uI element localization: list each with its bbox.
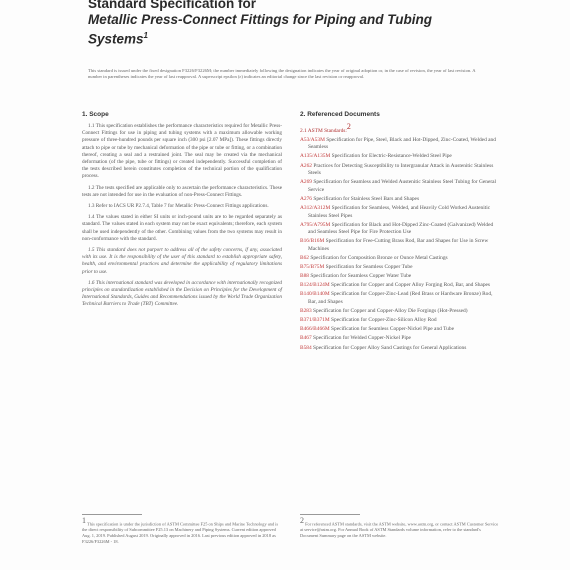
title-line-2: Metallic Press-Connect Fittings for Piping and Tubing: [88, 12, 433, 27]
reference-item[interactable]: [300, 196, 500, 204]
footnote-divider-left: [82, 514, 142, 515]
scope-para-1-4: 1.4 The values stated in either SI units or inch-pound units are to be regarded separately as standard. The values stated in each system may not be exact equivalents; therefore, each system shall be used independently of the other. Combining values from the two systems may result in non-conformance with the standard.: [82, 214, 282, 242]
footnote-2-text: For referenced ASTM standards, visit the ASTM website, www.astm.org, or contact ASTM Customer Service at service@astm.org. For Annual Book of ASTM Standards volume information, refer to the standard's Document Summary page on the ASTM website.: [300, 521, 499, 539]
reference-code-link[interactable]: A276: [300, 195, 312, 202]
footnote-1-text: This specification is under the jurisdiction of ASTM Committee F25 on Ships and Marine Technology and is the direct responsibility of Subcommittee F25.13 on Machinery and Piping Systems. Current edition approved Aug. 1, 2019. Published August 2019. Originally approved in 2016. Last previous edition approved in 2018 as F3226/F3226M - 18.: [82, 521, 279, 545]
issuance-notice: This standard is issued under the fixed designation F3226/F3226M; the number immediately following the designation indicates the year of original adoption or, in the case of revision, the year of last revision. A number in parentheses indicates the year of last reapproval. A superscript epsilon (ε) indicates an editorial change since the last revision or reapproval.: [88, 68, 476, 79]
reference-item[interactable]: [300, 317, 500, 325]
scope-para-1-5: 1.5 This standard does not purport to address all of the safety concerns, if any, associated with its use. It is the responsibility of the user of this standard to establish appropriate safety, health, and environmental practices and determine the applicability of regulatory limitations prior to use.: [82, 247, 282, 275]
reference-code-link[interactable]: A135/A135M: [300, 153, 331, 160]
astm-standards-intro: [300, 123, 500, 135]
reference-title: Specification for Seamless Copper Water Tube: [310, 273, 412, 280]
reference-code-link[interactable]: A269: [300, 179, 312, 186]
reference-title: Specification for Pipe, Steel, Black and Hot-Dipped, Zinc-Coated, Welded and Seamless: [308, 136, 496, 151]
reference-title: Specification for Copper and Copper-Alloy Die Forgings (Hot-Pressed): [313, 308, 468, 315]
reference-title: Specification for Composition Bronze or Ounce Metal Castings: [310, 255, 448, 262]
reference-code-link[interactable]: B16/B16M: [300, 238, 325, 245]
reference-title: Specification for Free-Cutting Brass Rod, Bar and Shapes for Use in Screw Machines: [308, 238, 489, 253]
title-line-3: [88, 28, 508, 48]
reference-code-link[interactable]: B62: [300, 255, 309, 262]
reference-item[interactable]: [300, 282, 500, 290]
footnote-divider-right: [300, 514, 360, 515]
reference-code-link[interactable]: A312/A312M: [300, 205, 331, 212]
document-title: [88, 2, 508, 48]
reference-title: Specification for Stainless Steel Bars and Shapes: [313, 195, 420, 202]
reference-item[interactable]: [300, 326, 500, 334]
reference-item[interactable]: [300, 273, 500, 281]
right-column: [300, 110, 500, 354]
reference-title: Specification for Copper-Zinc-Lead (Red Brass or Hardware Bronze) Rod, Bar, and Shapes: [308, 291, 493, 306]
reference-title: Specification for Copper and Copper Alloy Forging Rod, Bar, and Shapes: [331, 282, 490, 289]
reference-code-link[interactable]: A795/A795M: [300, 221, 331, 228]
reference-code-link[interactable]: B124/B124M: [300, 282, 330, 289]
reference-list: [300, 137, 500, 352]
reference-item[interactable]: [300, 153, 500, 161]
reference-code-link[interactable]: B75/B75M: [300, 264, 325, 271]
scope-para-1-1: 1.1 This specification establishes the performance characteristics required for Metallic Press-Connect Fittings for use in piping and tubing systems with a maximum allowable working pressure of three-hundred pounds per square inch (300 psi [2.07 MPa]). These fittings directly attach to pipe or tube by mechanical deformation of the pipe or tube or fitting, or a combination thereof, creating a seal and a restrained joint. The seal may be created via the mechanical deformation (of the pipe, tube or fittings) or created independently. Successful completion of the tests described herein constitutes completion of the technical portion of the qualification process.: [82, 123, 282, 180]
reference-code-link[interactable]: B140/B140M: [300, 291, 330, 298]
reference-item[interactable]: [300, 163, 500, 178]
reference-item[interactable]: [300, 345, 500, 353]
reference-code-link[interactable]: B584: [300, 344, 312, 351]
reference-title: Specification for Copper Alloy Sand Castings for General Applications: [313, 344, 467, 351]
scope-para-1-3: 1.3 Refer to IACS UR P2.7.4, Table 7 for Metallic Press-Connect Fittings applications.: [88, 203, 269, 210]
title-line-3-text: Systems: [88, 31, 144, 47]
astm-standards-mark: 2: [346, 122, 351, 131]
footnote-1-mark: 1: [82, 516, 86, 525]
title-footnote-mark: 1: [143, 31, 148, 40]
reference-item[interactable]: [300, 137, 500, 152]
reference-item[interactable]: [300, 238, 500, 253]
scope-heading: 1. Scope: [82, 111, 109, 118]
footnote-1: [82, 518, 282, 545]
referenced-documents-heading: 2. Referenced Documents: [300, 111, 380, 118]
reference-title: Specification for Seamless Copper-Nickel Pipe and Tube: [331, 326, 454, 333]
reference-title: Specification for Seamless and Welded Austenitic Stainless Steel Tubing for General Service: [308, 179, 497, 193]
reference-code-link[interactable]: A262: [300, 162, 312, 169]
reference-code-link[interactable]: A53/A53M: [300, 136, 325, 143]
left-column: [82, 110, 282, 313]
reference-title: Specification for Black and Hot-Dipped Zinc-Coated (Galvanized) Welded and Seamless Steel Pipe for Fire Protection Use: [308, 221, 494, 236]
reference-item[interactable]: [300, 179, 500, 194]
reference-title: Specification for Seamless Copper Tube: [325, 264, 413, 271]
reference-item[interactable]: [300, 335, 500, 343]
reference-title: Specification for Seamless, Welded, and Heavily Cold Worked Austenitic Stainless Steel Pipes: [308, 205, 491, 219]
reference-item[interactable]: [300, 255, 500, 263]
reference-title: Specification for Electric-Resistance-Welded Steel Pipe: [331, 153, 452, 160]
scope-para-1-2: 1.2 The tests specified are applicable only to ascertain the performance characteristics. These tests are not intended for use in the evaluation of non-Press-Connect Fittings.: [82, 184, 282, 198]
reference-title: Practices for Detecting Susceptibility to Intergranular Attack in Austenitic Stainless Steels: [308, 162, 494, 177]
footnote-2: [300, 518, 500, 539]
reference-code-link[interactable]: B371/B371M: [300, 317, 330, 324]
reference-item[interactable]: [300, 222, 500, 237]
reference-title: Specification for Welded Copper-Nickel Pipe: [313, 335, 411, 342]
reference-code-link[interactable]: B88: [300, 273, 309, 280]
title-line-1: Standard Specification for: [88, 0, 257, 11]
astm-standards-intro-text: 2.1 ASTM Standards:: [300, 127, 347, 134]
reference-code-link[interactable]: B466/B466M: [300, 326, 330, 333]
reference-item[interactable]: [300, 264, 500, 272]
reference-item[interactable]: [300, 308, 500, 316]
scope-para-1-6: 1.6 This international standard was developed in accordance with internationally recognized principles on standardization established in the Decision on Principles for the Development of International Standards, Guides and Recommendations issued by the World Trade Organization Technical Barriers to Trade (TBT) Committee.: [82, 279, 282, 308]
footnote-2-mark: 2: [300, 516, 304, 525]
reference-item[interactable]: [300, 205, 500, 220]
reference-code-link[interactable]: B467: [300, 335, 312, 342]
reference-item[interactable]: [300, 291, 500, 306]
reference-title: Specification for Copper-Zinc-Silicon Alloy Rod: [331, 317, 437, 324]
reference-code-link[interactable]: B283: [300, 308, 312, 315]
